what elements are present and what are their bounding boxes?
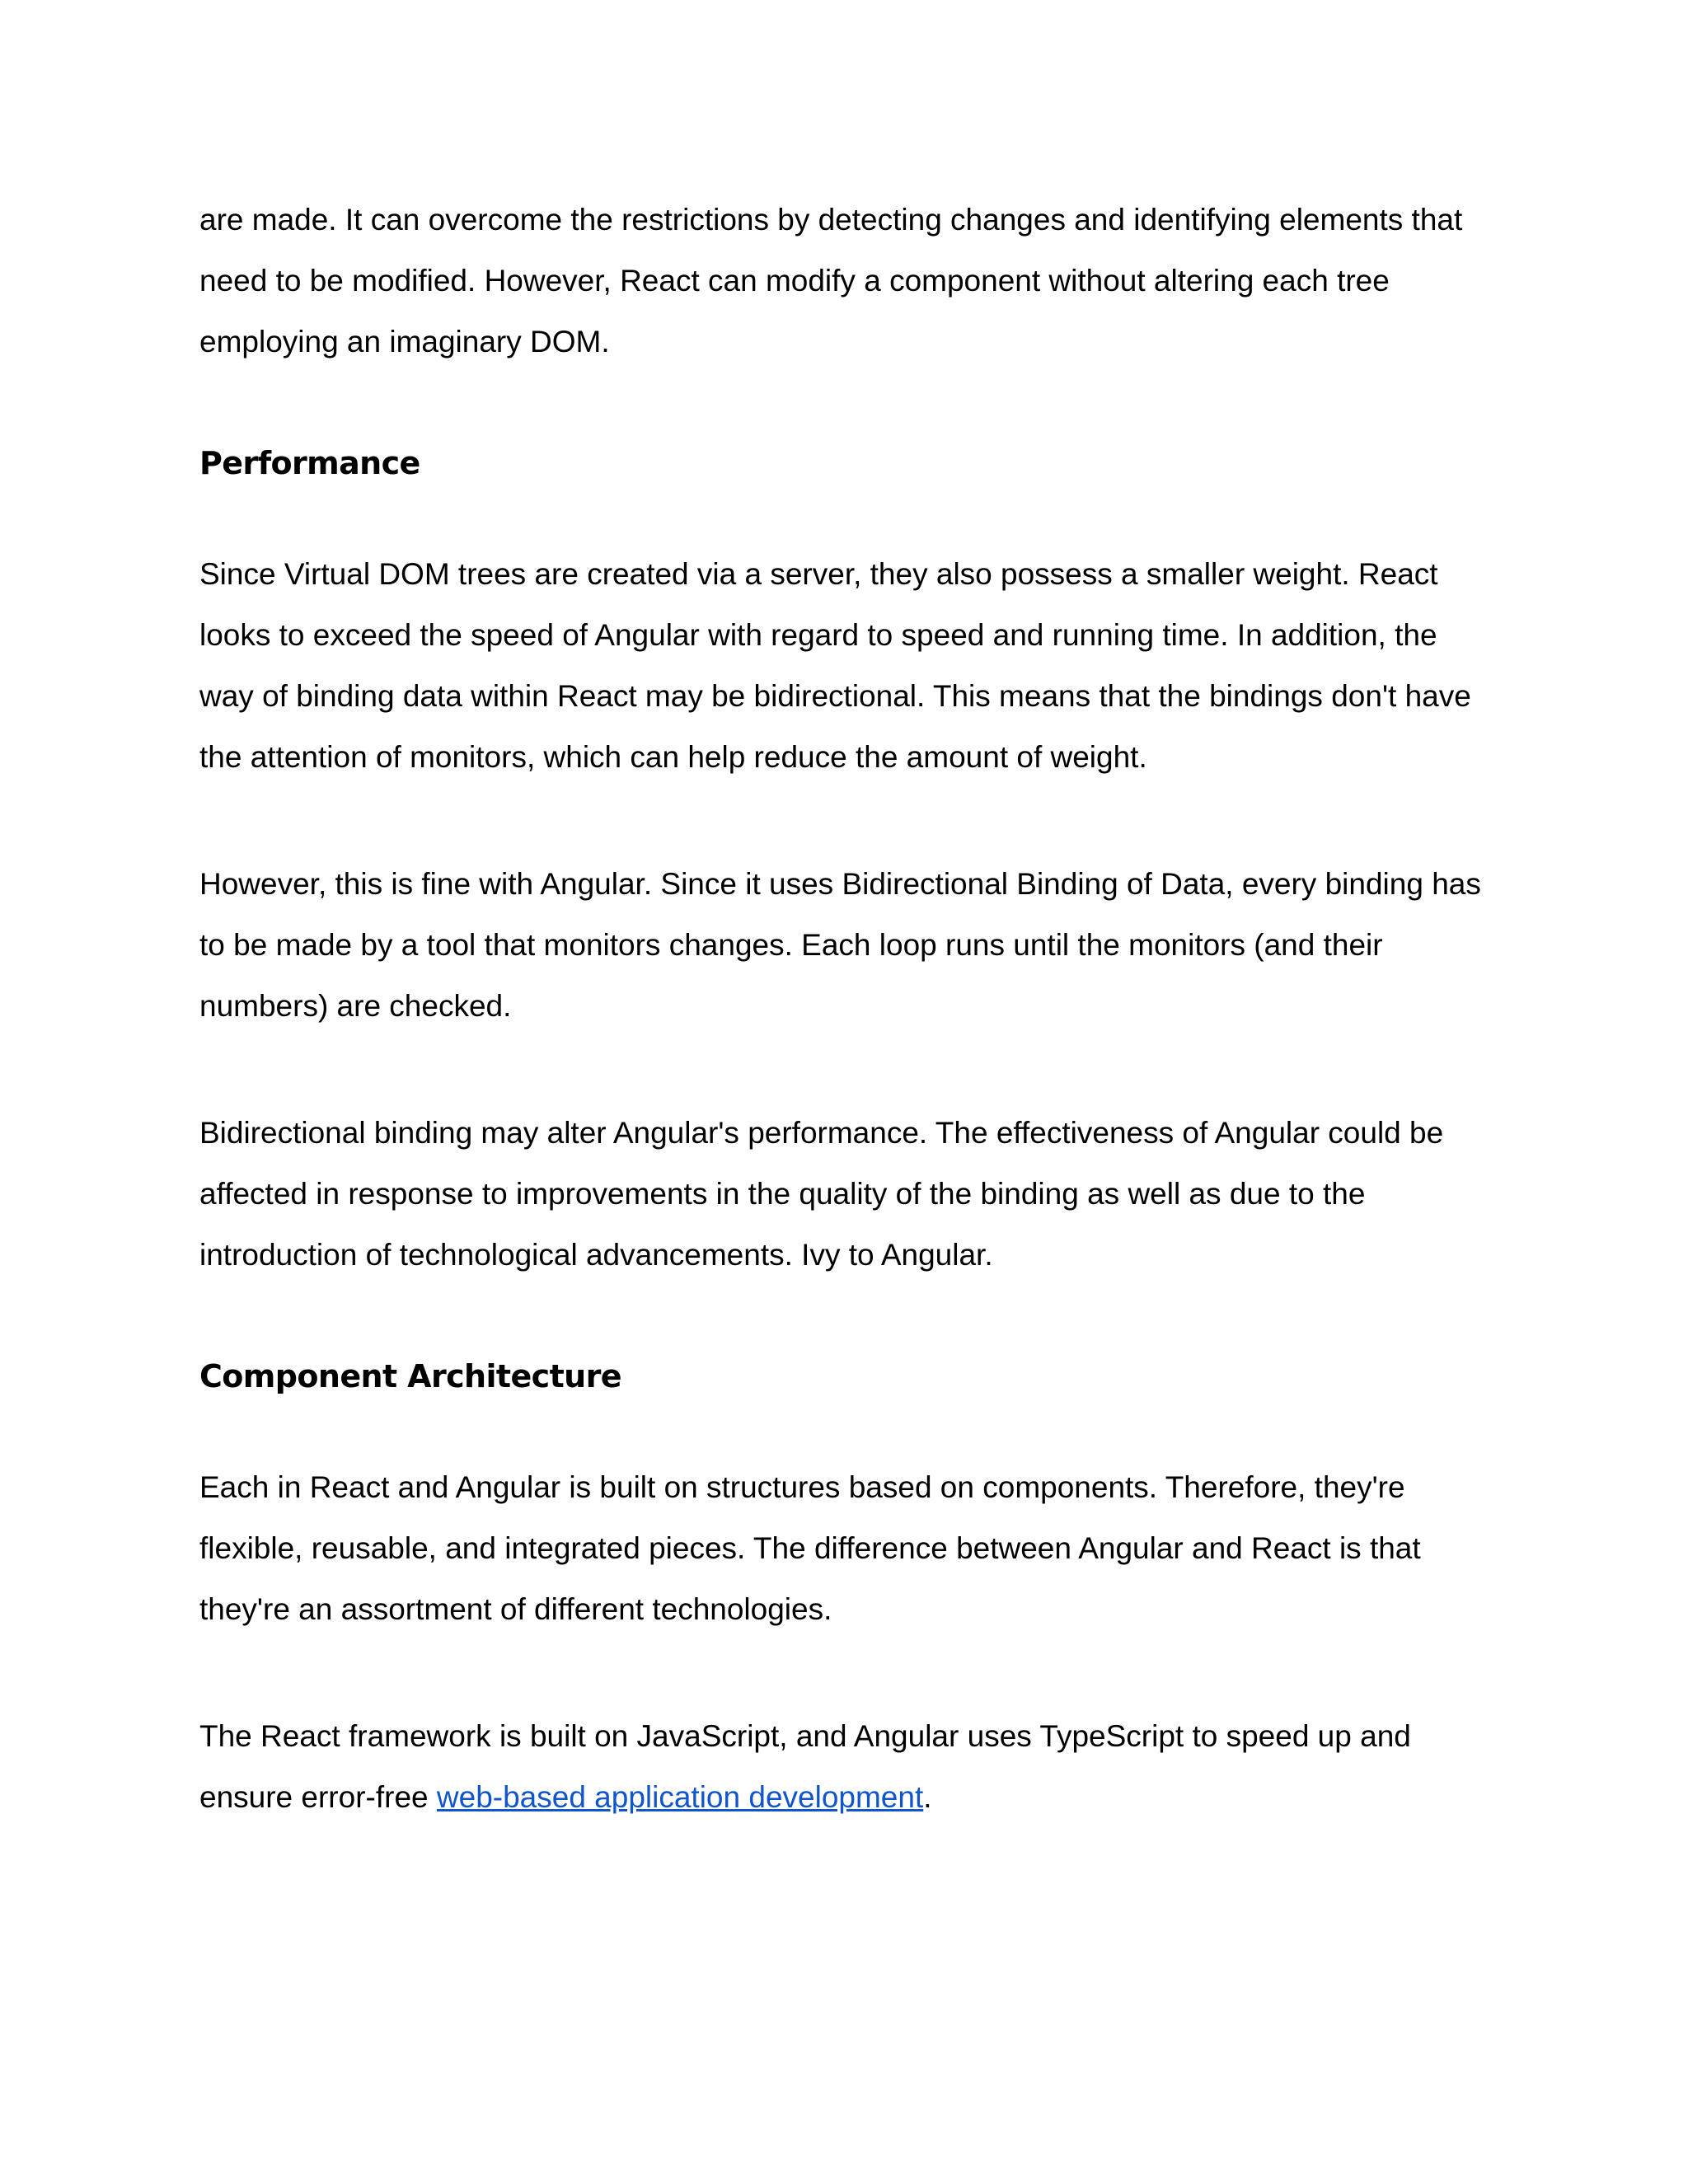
paragraph-performance-virtual-dom: Since Virtual DOM trees are created via a server, they also possess a smaller weight. React looks to exceed the speed of Angular with regard to speed and running time. In addition, the way of binding data within React may be bidirectional. This means that the bindings don't have the attention of monitors, which can help reduce the amount of weight. xyxy=(199,557,1471,774)
heading-component-architecture: Component Architecture xyxy=(199,1358,621,1394)
paragraph-component-structure: Each in React and Angular is built on structures based on components. Therefore, they're flexible, reusable, and integrated pieces. The difference between Angular and React is that they're an assortment of different technologies. xyxy=(199,1470,1421,1626)
paragraph-frameworks-languages xyxy=(199,1706,1493,1828)
heading-performance: Performance xyxy=(199,445,420,481)
paragraph-intro-continuation: are made. It can overcome the restrictions by detecting changes and identifying elements that need to be modified. However, React can modify a component without altering each tree employing an imaginary DOM. xyxy=(199,203,1463,359)
paragraph-text: The React framework is built on JavaScript, and Angular uses TypeScript to speed up and ensure error-free xyxy=(199,1719,1411,1814)
paragraph-performance-angular-binding: However, this is fine with Angular. Since it uses Bidirectional Binding of Data, every binding has to be made by a tool that monitors changes. Each loop runs until the monitors (and their numbers) are checked. xyxy=(199,867,1481,1023)
paragraph-performance-bidirectional: Bidirectional binding may alter Angular's performance. The effectiveness of Angular could be affected in response to improvements in the quality of the binding as well as due to the introduction of technological advancements. Ivy to Angular. xyxy=(199,1116,1444,1272)
web-development-link[interactable]: web-based application development xyxy=(436,1780,924,1814)
document-page xyxy=(199,190,1493,1828)
paragraph-period: . xyxy=(923,1780,932,1814)
